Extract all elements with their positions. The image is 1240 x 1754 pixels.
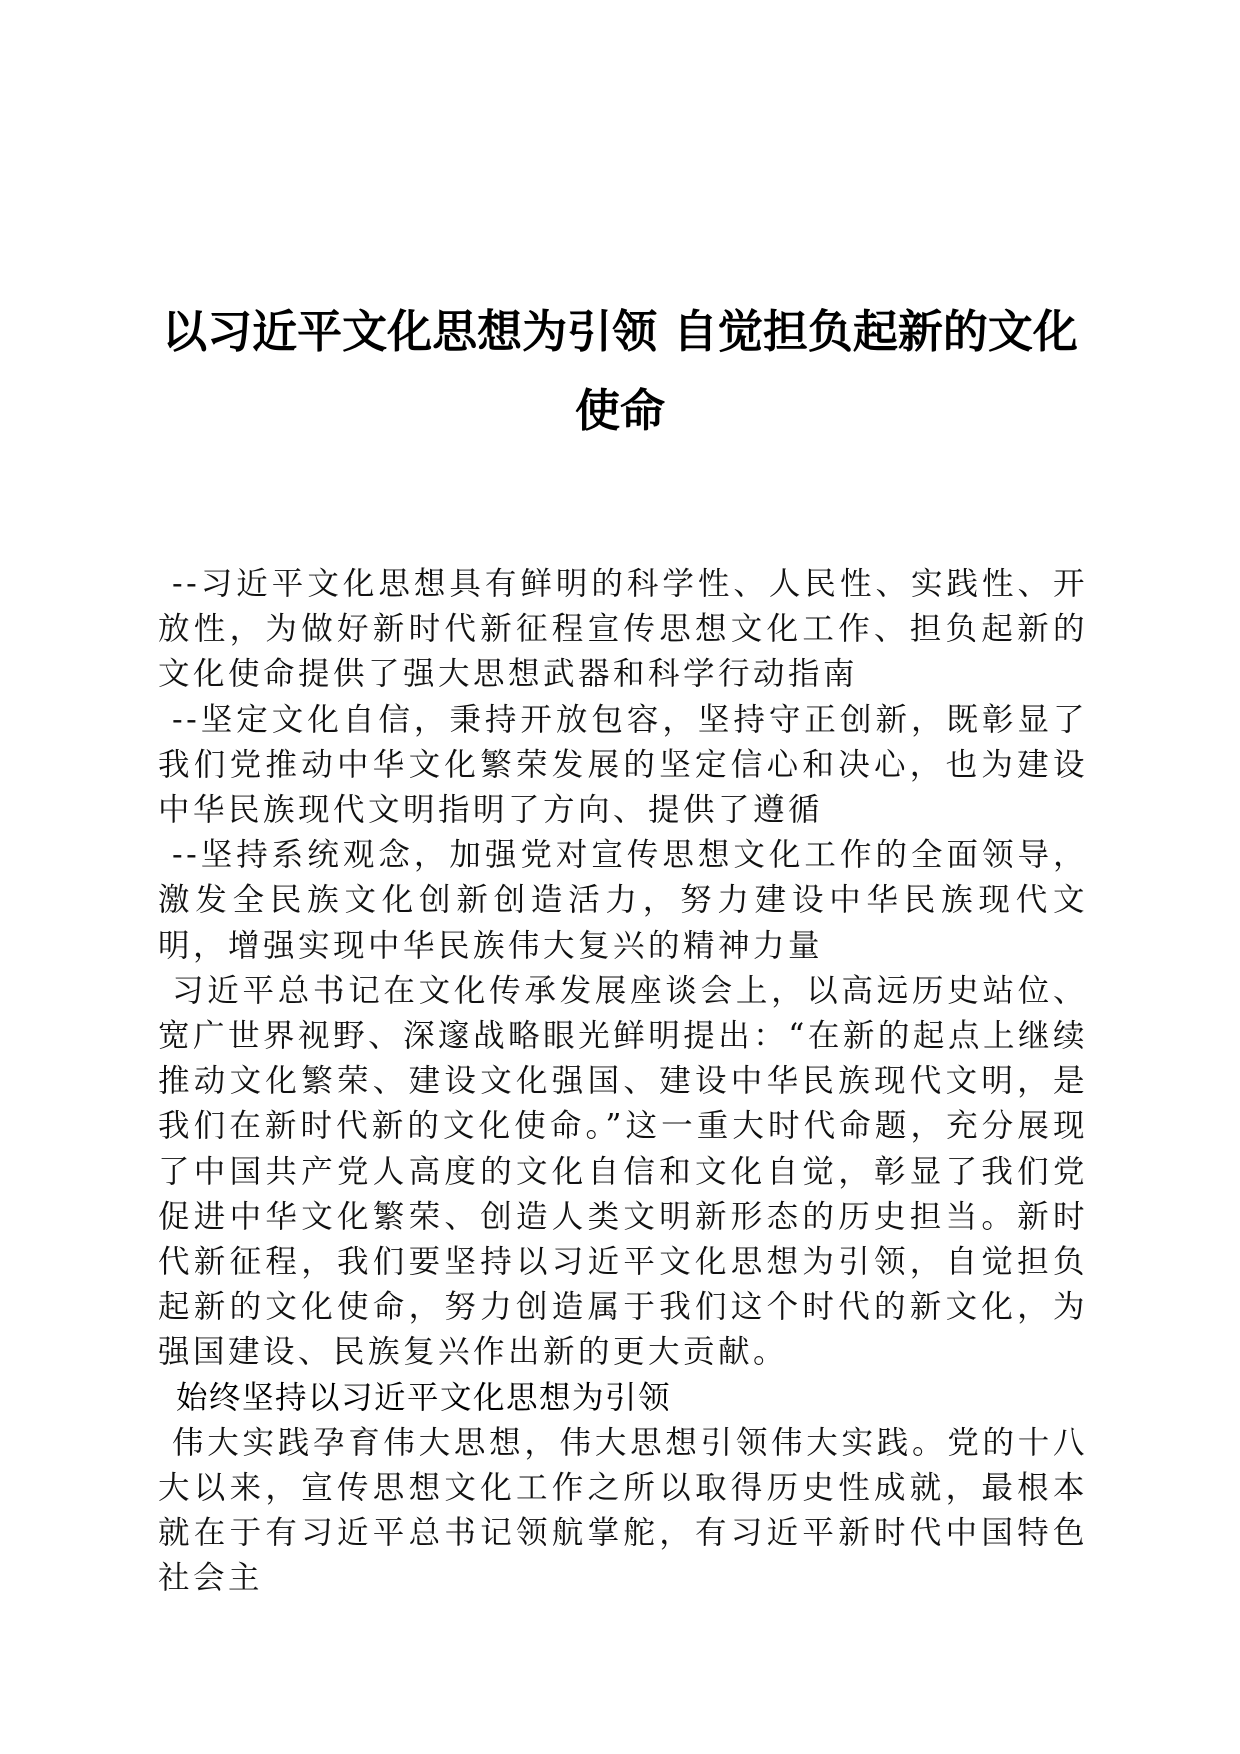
- summary-point-3: --坚持系统观念，加强党对宣传思想文化工作的全面领导，激发全民族文化创新创造活力，努力建设中华民族现代文明，增强实现中华民族伟大复兴的精神力量: [158, 837, 1088, 964]
- document-body: [158, 562, 1088, 1602]
- summary-point-2: --坚定文化自信，秉持开放包容，坚持守正创新，既彰显了我们党推动中华文化繁荣发展的坚定信心和决心，也为建设中华民族现代文明指明了方向、提供了遵循: [158, 701, 1088, 829]
- section-heading: 始终坚持以习近平文化思想为引领: [176, 1379, 672, 1416]
- summary-point-1: --习近平文化思想具有鲜明的科学性、人民性、实践性、开放性，为做好新时代新征程宣传思想文化工作、担负起新的文化使命提供了强大思想武器和科学行动指南: [158, 566, 1088, 693]
- intro-paragraph: 习近平总书记在文化传承发展座谈会上，以高远历史站位、宽广世界视野、深邃战略眼光鲜明提出：“在新的起点上继续推动文化繁荣、建设文化强国、建设中华民族现代文明，是我们在新时代新的文化使命。”这一重大时代命题，充分展现了中国共产党人高度的文化自信和文化自觉，彰显了我们党促进中华文化繁荣、创造人类文明新形态的历史担当。新时代新征程，我们要坚持以习近平文化思想为引领，自觉担负起新的文化使命，努力创造属于我们这个时代的新文化，为强国建设、民族复兴作出新的更大贡献。: [158, 972, 1088, 1371]
- section-paragraph: 伟大实践孕育伟大思想，伟大思想引领伟大实践。党的十八大以来，宣传思想文化工作之所以取得历史性成就，最根本就在于有习近平总书记领航掌舵，有习近平新时代中国特色社会主: [158, 1424, 1088, 1597]
- document-title: 以习近平文化思想为引领 自觉担负起新的文化使命: [162, 305, 1078, 437]
